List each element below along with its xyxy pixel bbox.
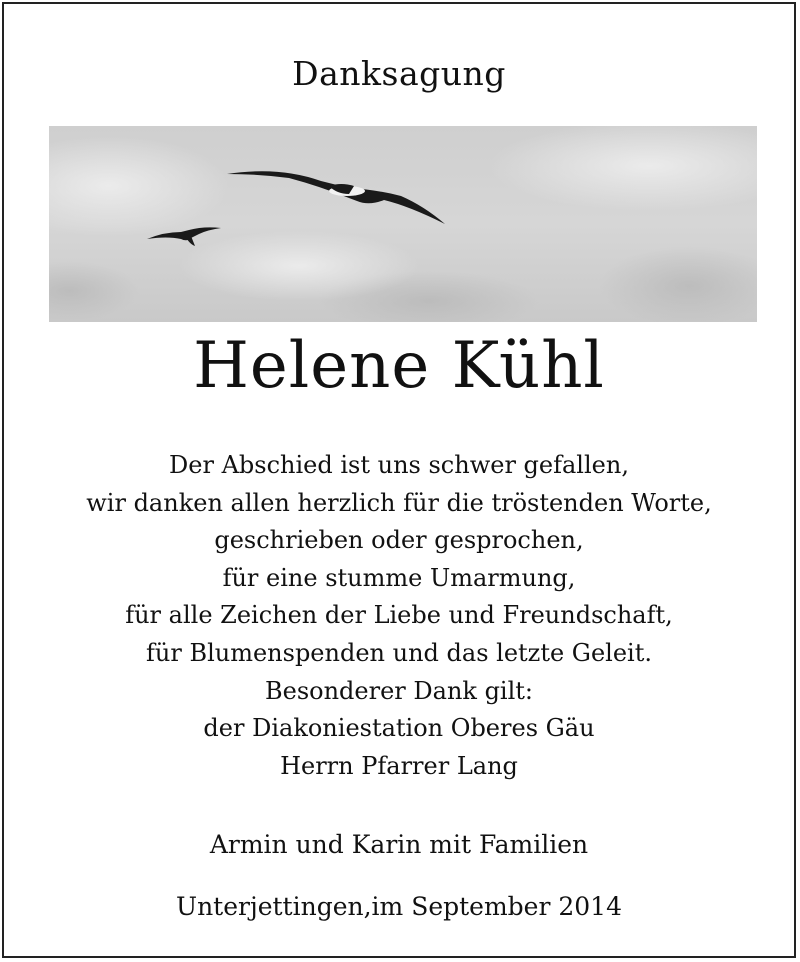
thanks-line: wir danken allen herzlich für die tröstenden Worte,: [86, 488, 712, 517]
seagulls-photo: [49, 126, 757, 322]
thanks-line: für alle Zeichen der Liebe und Freundschaft,: [125, 601, 673, 630]
thanks-line: geschrieben oder gesprochen,: [214, 526, 584, 555]
family-signature: Armin und Karin mit Familien: [209, 830, 589, 859]
thanks-line: Besonderer Dank gilt:: [264, 676, 534, 705]
deceased-name: Helene Kühl: [193, 329, 605, 403]
obituary-notice: [2, 2, 796, 958]
thanks-text: [4, 447, 794, 785]
thanks-line: für eine stumme Umarmung,: [222, 563, 576, 592]
thanks-line: der Diakoniestation Oberes Gäu: [203, 714, 595, 743]
thanks-line: Herrn Pfarrer Lang: [280, 751, 518, 780]
place-and-date: Unterjettingen,im September 2014: [176, 892, 622, 921]
notice-heading: Danksagung: [292, 54, 506, 93]
cloud: [179, 231, 419, 301]
thanks-line: für Blumenspenden und das letzte Geleit.: [146, 638, 652, 667]
thanks-line: Der Abschied ist uns schwer gefallen,: [169, 451, 629, 479]
